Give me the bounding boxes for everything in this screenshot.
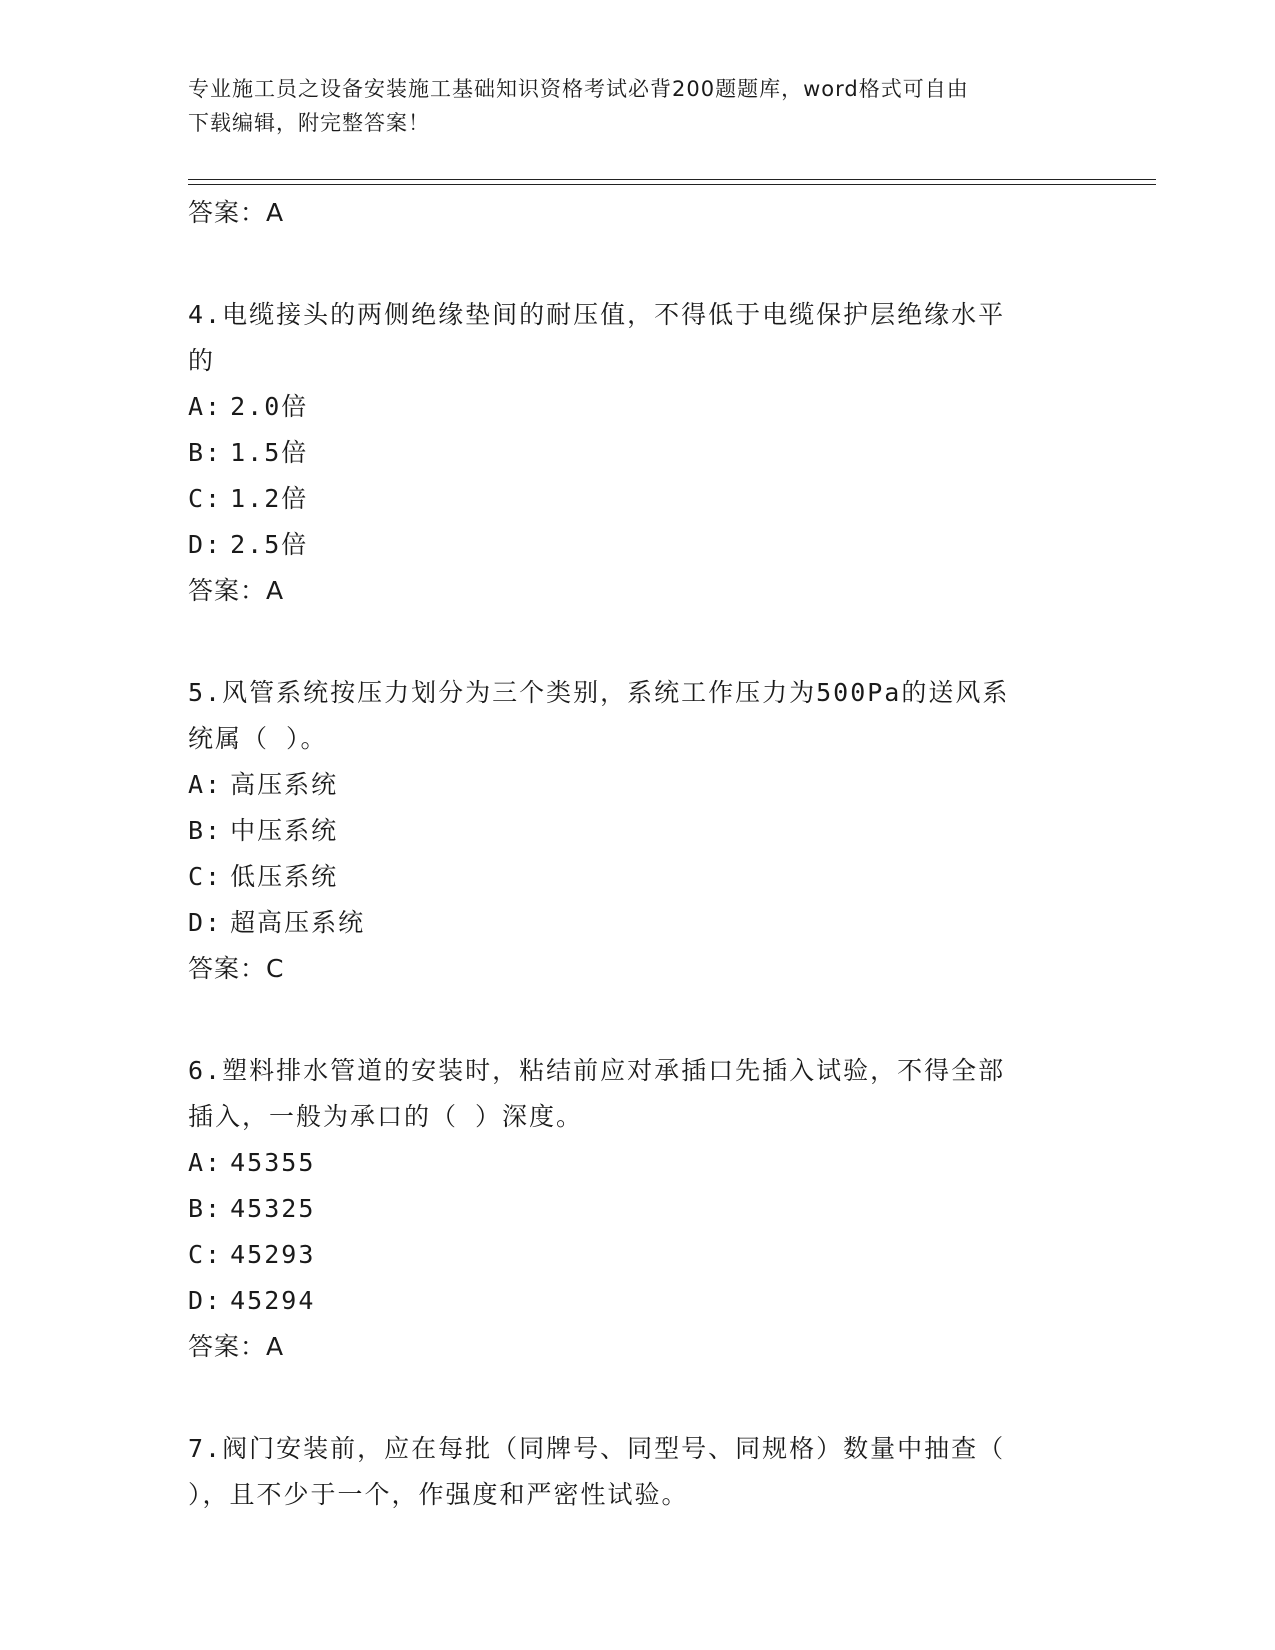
option-value: 2.0倍	[230, 392, 309, 421]
option-a	[188, 384, 1088, 430]
answer-line: 答案：A	[188, 576, 285, 605]
question-text-line: 统属（ ）。	[188, 724, 328, 753]
option-key: A:	[188, 392, 223, 421]
header-line-2: 下载编辑，附完整答案！	[188, 111, 430, 135]
option-value: 45294	[230, 1286, 316, 1315]
option-b	[188, 1186, 1088, 1232]
option-key: D:	[188, 530, 223, 559]
header-divider-bottom	[188, 184, 1156, 185]
option-value: 45293	[230, 1240, 316, 1269]
question-item	[188, 670, 1088, 992]
option-key: B:	[188, 816, 223, 845]
option-b	[188, 808, 1088, 854]
option-value: 超高压系统	[230, 908, 366, 937]
option-a	[188, 762, 1088, 808]
option-value: 低压系统	[230, 862, 339, 891]
option-value: 1.5倍	[230, 438, 309, 467]
document-header	[188, 72, 1088, 140]
option-key: D:	[188, 908, 223, 937]
question-item	[188, 1426, 1088, 1518]
answer-line: 答案：A	[188, 1332, 285, 1361]
option-value: 2.5倍	[230, 530, 309, 559]
question-item	[188, 292, 1088, 614]
question-text-line: ），且不少于一个，作强度和严密性试验。	[188, 1480, 689, 1509]
question-text-line: 6.塑料排水管道的安装时，粘结前应对承插口先插入试验，不得全部	[188, 1056, 1006, 1085]
question-text-line: 7.阀门安装前，应在每批（同牌号、同型号、同规格）数量中抽查（	[188, 1434, 1006, 1463]
header-divider-top	[188, 179, 1156, 180]
option-key: D:	[188, 1286, 223, 1315]
question-text-line: 4.电缆接头的两侧绝缘垫间的耐压值，不得低于电缆保护层绝缘水平	[188, 300, 1006, 329]
option-key: A:	[188, 1148, 223, 1177]
question-text-line: 5.风管系统按压力划分为三个类别，系统工作压力为500Pa的送风系	[188, 678, 1010, 707]
option-key: C:	[188, 862, 223, 891]
option-a	[188, 1140, 1088, 1186]
question-text-line: 插入，一般为承口的（ ）深度。	[188, 1102, 584, 1131]
option-key: C:	[188, 484, 223, 513]
option-b	[188, 430, 1088, 476]
option-d	[188, 522, 1088, 568]
option-value: 高压系统	[230, 770, 339, 799]
option-c	[188, 1232, 1088, 1278]
answer-line: 答案：A	[188, 198, 285, 227]
option-key: B:	[188, 438, 223, 467]
option-c	[188, 854, 1088, 900]
question-item	[188, 1048, 1088, 1370]
option-key: B:	[188, 1194, 223, 1223]
option-d	[188, 1278, 1088, 1324]
option-value: 1.2倍	[230, 484, 309, 513]
document-body	[188, 190, 1088, 1518]
option-key: A:	[188, 770, 223, 799]
option-d	[188, 900, 1088, 946]
option-value: 45355	[230, 1148, 316, 1177]
header-line-1: 专业施工员之设备安装施工基础知识资格考试必背200题题库，word格式可自由	[188, 77, 969, 101]
option-key: C:	[188, 1240, 223, 1269]
answer-line: 答案：C	[188, 954, 285, 983]
option-value: 中压系统	[230, 816, 339, 845]
question-text-line: 的	[188, 346, 216, 375]
option-c	[188, 476, 1088, 522]
option-value: 45325	[230, 1194, 316, 1223]
